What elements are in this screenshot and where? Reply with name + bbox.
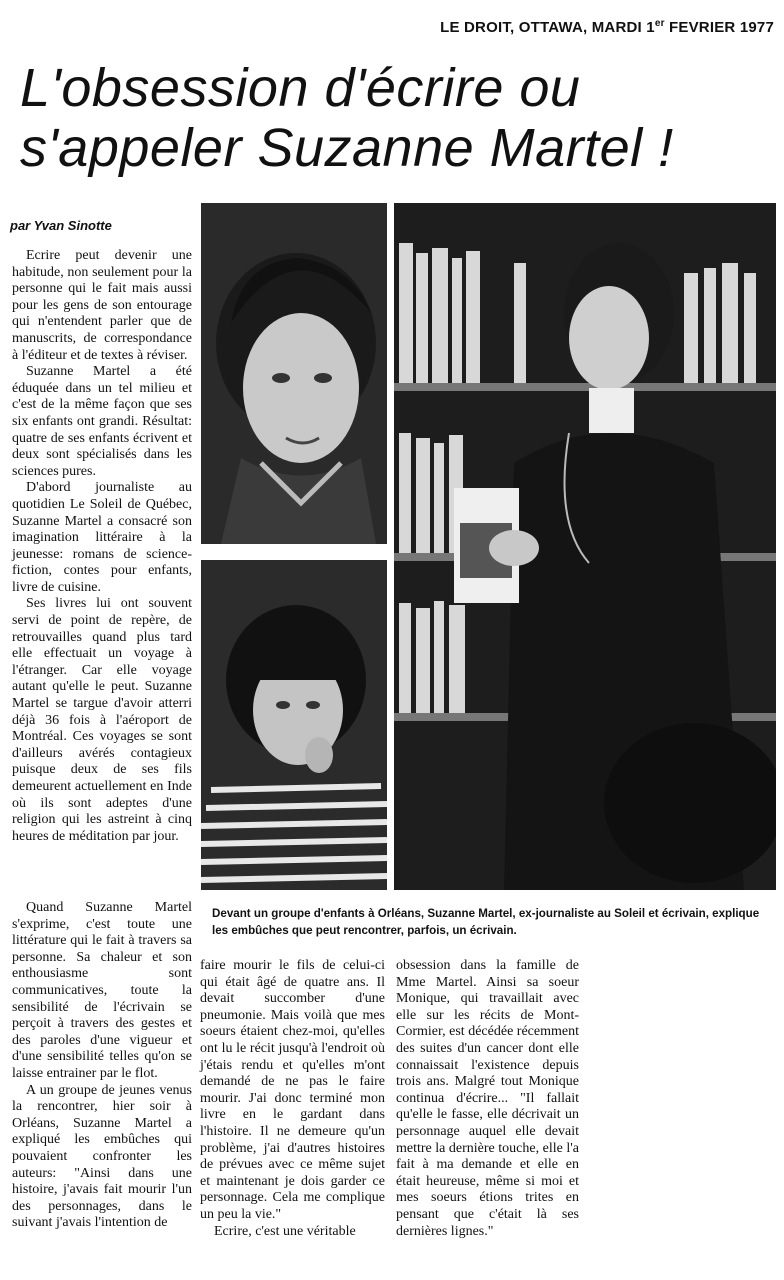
masthead-sup: er xyxy=(654,18,665,29)
suzanne-martel-with-book-photo xyxy=(394,203,776,890)
boy-portrait-photo xyxy=(201,203,387,544)
paragraph: Ses livres lui ont souvent servi de point de repère, de retrouvailles quand plus tard elle effectuait un voyage à l'étranger. Car elle voyage autant qu'elle le peut. Suzanne Martel se targue d'avoir atterri déjà 36 fois à l'aéroport de Montréal. Ces voyages se sont d'ailleurs avérés contagieux puisque deux de ses fils demeurent actuellement en Inde où ils sont adeptes d'une religion qui les astreint à cinq heures de méditation par jour. xyxy=(12,596,192,844)
headline-line-1: L'obsession d'écrire ou xyxy=(20,58,581,118)
masthead-suffix: FEVRIER 1977 xyxy=(664,19,774,36)
byline: par Yvan Sinotte xyxy=(10,218,112,233)
child-portrait-photo xyxy=(201,560,387,890)
paragraph: Ecrire, c'est une véritable xyxy=(214,1223,356,1239)
paragraph: A un groupe de jeunes venus la rencontrer, hier soir à Orléans, Suzanne Martel a expliqué les embûches qui pouvaient confronter les auteurs: "Ainsi dans une histoire, j'avais fait mourir l'un des personnages, dans le suivant j'avais l'intention de xyxy=(12,1082,192,1231)
paragraph: Quand Suzanne Martel s'exprime, c'est toute une littérature qui le fait à travers sa personne. Sa chaleur et son enthousiasme sont communicatives, toute la sensibilité de l'écrivain se perçoit à travers des gestes et des paroles d'une vigueur et d'une sensibilité telles qu'on se laisse entrainer par le flot. xyxy=(12,900,192,1081)
paragraph: Ecrire peut devenir une habitude, non seulement pour la personne qui le fait mais aussi pour les gens de son entourage qui n'entendent parler que de manuscrits, de correspondance à l'éditeur et de textes à réviser. xyxy=(12,248,192,363)
paragraph: obsession dans la famille de Mme Martel. Ainsi sa soeur Monique, qui travaillait avec elle sur les récits de Mont-Cormier, est décédée récemment des suites d'un cancer dont elle connaissait l'existence depuis trois ans. Malgré tout Monique continua d'écrire... "Il fallait qu'elle le fasse, elle décrivait un personnage auquel elle devait mettre la dernière touche, elle l'a fait à ma demande et elle en était heureuse, même si moi et mes soeurs étions trites en pensant que c'était là ses dernières lignes." xyxy=(396,958,579,1239)
headline-line-2: s'appeler Suzanne Martel ! xyxy=(20,118,674,179)
paragraph: Suzanne Martel a été éduquée dans un tel milieu et c'est de la même façon que ses six enfants ont grandi. Résultat: quatre de ses enfants écrivent et deux sont spécialisés dans les sciences pures. xyxy=(12,364,192,479)
headline xyxy=(20,58,780,179)
paragraph: faire mourir le fils de celui-ci qui était âgé de quatre ans. Il devait succomber d'une pneumonie. Mais voilà que mes soeurs étaient chez-moi, qu'elles ont lu le récit jusqu'à l'endroit où j'étais rendu et qu'elles m'ont demandé de ne pas le faire mourir. J'ai donc terminé mon livre en le gardant dans l'histoire. Il ne demeure qu'un problème, j'ai d'autres histoires de prévues avec ce même sujet et maintenant je dois garder ce personnage. Cela me complique un peu la vie." xyxy=(200,958,385,1222)
masthead xyxy=(440,18,774,36)
article-column-2 xyxy=(12,900,192,1232)
article-column-3 xyxy=(200,958,385,1240)
article-column-4 xyxy=(396,958,579,1240)
photo-caption: Devant un groupe d'enfants à Orléans, Suzanne Martel, ex-journaliste au Soleil et écrivain, explique les embûches que peut rencontrer, parfois, un écrivain. xyxy=(212,907,760,937)
masthead-prefix: LE DROIT, OTTAWA, MARDI 1 xyxy=(440,19,655,36)
paragraph: D'abord journaliste au quotidien Le Soleil de Québec, Suzanne Martel a consacré son imagination littéraire à la jeunesse: romans de science-fiction, contes pour enfants, livre de cuisine. xyxy=(12,480,192,595)
